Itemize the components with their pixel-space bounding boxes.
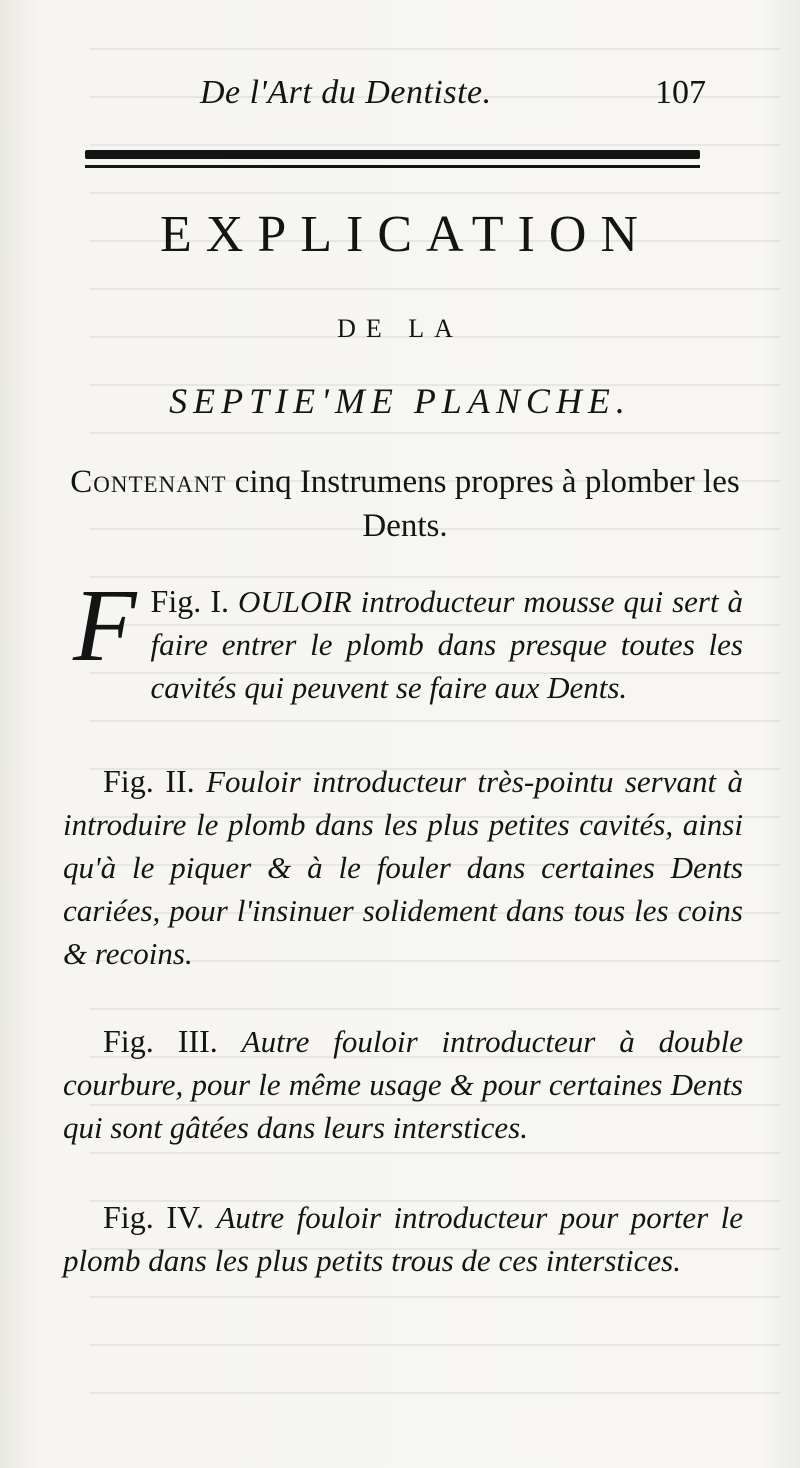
page-title: EXPLICATION: [160, 206, 652, 263]
figure-label: Fig. IV.: [103, 1199, 205, 1235]
page-header: [0, 70, 800, 120]
page-number: 107: [655, 74, 706, 111]
figure-label: Fig. II.: [103, 763, 195, 799]
figure-label: Fig. I.: [150, 583, 230, 619]
figure-description: OULOIR introducteur mousse qui sert à faire entrer le plomb dans presque toutes les cavités qui peuvent se faire aux Dents.: [150, 584, 744, 705]
page-subtitle: DE LA: [337, 314, 463, 343]
figure-description: Fouloir introducteur très-pointu servant à introduire le plomb dans les plus petites cavités, ainsi qu'à le piquer & à le fouler dans certaines Dents cariées, pour l'insinuer solidement dans tous les coins & recoins.: [63, 764, 744, 971]
figure-entry-3: [63, 1020, 743, 1149]
figure-entry-2: [63, 760, 743, 975]
header-rule-thin: [85, 165, 700, 168]
running-head: De l'Art du Dentiste.: [200, 74, 492, 111]
figure-entry-1: [63, 568, 744, 709]
figure-entry-4: [63, 1196, 743, 1282]
drop-cap: F: [73, 568, 137, 683]
figure-description: Autre fouloir introducteur pour porter le plomb dans les plus petits trous de ces interstices.: [63, 1200, 744, 1278]
figure-description: Autre fouloir introducteur à double courbure, pour le même usage & pour certaines Dents qui sont gâtées dans leurs interstices.: [63, 1024, 743, 1145]
plate-title: SEPTIE'ME PLANCHE.: [169, 381, 631, 421]
contents-text: cinq Instrumens propres à plomber les Dents.: [234, 464, 740, 544]
header-rule-thick: [85, 150, 700, 159]
figure-label: Fig. III.: [103, 1023, 218, 1059]
contents-lead: Contenant: [70, 464, 227, 500]
contents-statement: [65, 460, 745, 548]
